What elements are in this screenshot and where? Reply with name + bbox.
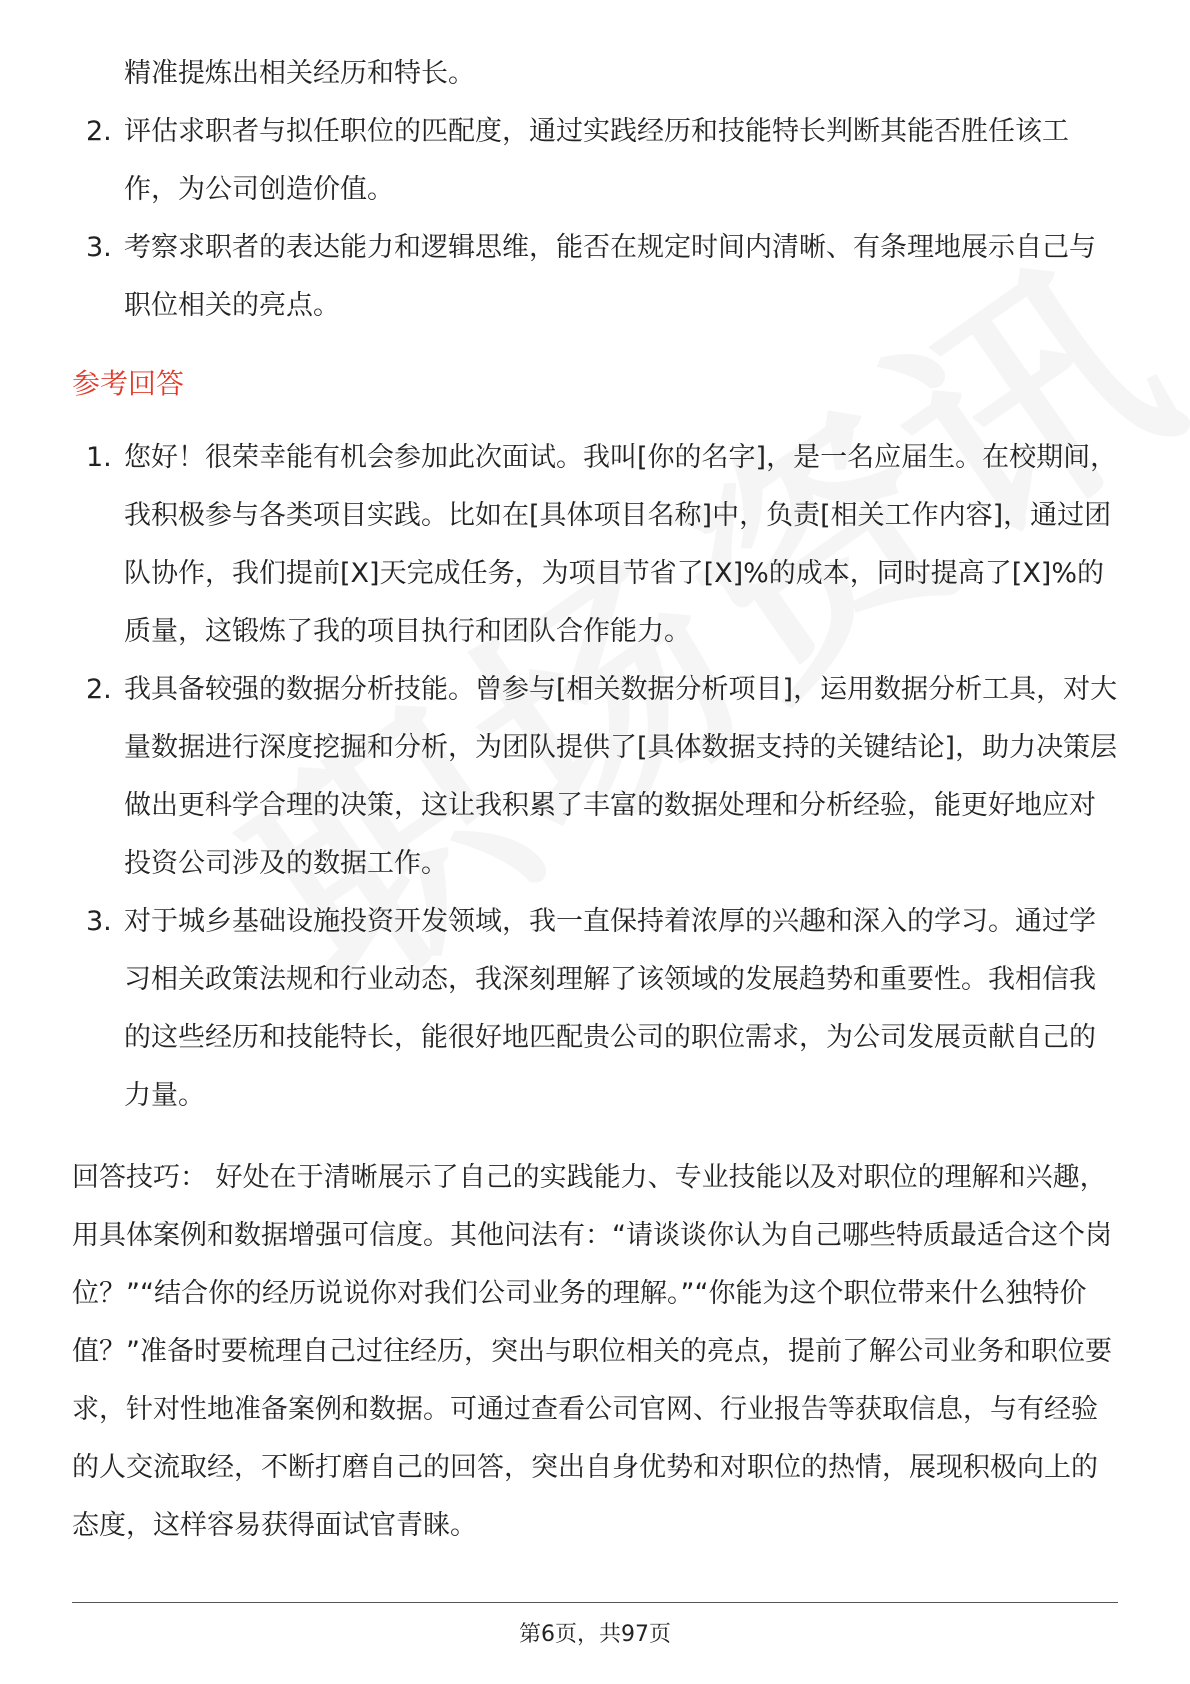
- list-item-text: 您好！很荣幸能有机会参加此次面试。我叫[你的名字]，是一名应届生。在校期间，我积极参与各类项目实践。比如在[具体项目名称]中，负责[相关工作内容]，通过团队协作，我们提前[X]天完成任务，为项目节省了[X]%的成本，同时提高了[X]%的质量，这锻炼了我的项目执行和团队合作能力。: [124, 442, 1118, 647]
- list-item-text: 评估求职者与拟任职位的匹配度，通过实践经历和技能特长判断其能否胜任该工作，为公司创造价值。: [124, 116, 1069, 205]
- list-item-number: 2.: [86, 674, 112, 705]
- list-item-text: 我具备较强的数据分析技能。曾参与[相关数据分析项目]，运用数据分析工具，对大量数据进行深度挖掘和分析，为团队提供了[具体数据支持的关键结论]，助力决策层做出更科学合理的决策，这让我积累了丰富的数据处理和分析经验，能更好地应对投资公司涉及的数据工作。: [124, 674, 1118, 879]
- list-item-text: 考察求职者的表达能力和逻辑思维，能否在规定时间内清晰、有条理地展示自己与职位相关的亮点。: [124, 232, 1096, 321]
- list-item: [72, 103, 1122, 219]
- list-item: [72, 219, 1122, 335]
- list-item: [72, 661, 1122, 893]
- list-item-number: 3.: [86, 906, 112, 937]
- list-item-number: 1.: [86, 442, 112, 473]
- page-content: [72, 45, 1122, 1555]
- list-item-number: 3.: [86, 232, 112, 263]
- list-item-number: 2.: [86, 116, 112, 147]
- page-number: 第6页，共97页: [519, 1622, 671, 1647]
- list-item-text: 对于城乡基础设施投资开发领域，我一直保持着浓厚的兴趣和深入的学习。通过学习相关政策法规和行业动态，我深刻理解了该领域的发展趋势和重要性。我相信我的这些经历和技能特长，能很好地匹配贵公司的职位需求，为公司发展贡献自己的力量。: [124, 906, 1096, 1111]
- intro-continuation: 精准提炼出相关经历和特长。: [124, 58, 475, 89]
- footer-divider: [72, 1602, 1118, 1603]
- reference-answer-list: [72, 429, 1122, 1125]
- list-item: [72, 893, 1122, 1125]
- intro-list: [72, 103, 1122, 335]
- answer-tip-paragraph: 回答技巧： 好处在于清晰展示了自己的实践能力、专业技能以及对职位的理解和兴趣，用具体案例和数据增强可信度。其他问法有：“请谈谈你认为自己哪些特质最适合这个岗位？”“结合你的经历说说你对我们公司业务的理解。”“你能为这个职位带来什么独特价值？”准备时要梳理自己过往经历，突出与职位相关的亮点，提前了解公司业务和职位要求，针对性地准备案例和数据。可通过查看公司官网、行业报告等获取信息，与有经验的人交流取经，不断打磨自己的回答，突出自身优势和对职位的热情，展现积极向上的态度，这样容易获得面试官青睐。: [72, 1162, 1112, 1541]
- list-item: [72, 429, 1122, 661]
- section-title-reference-answer: 参考回答: [72, 367, 185, 400]
